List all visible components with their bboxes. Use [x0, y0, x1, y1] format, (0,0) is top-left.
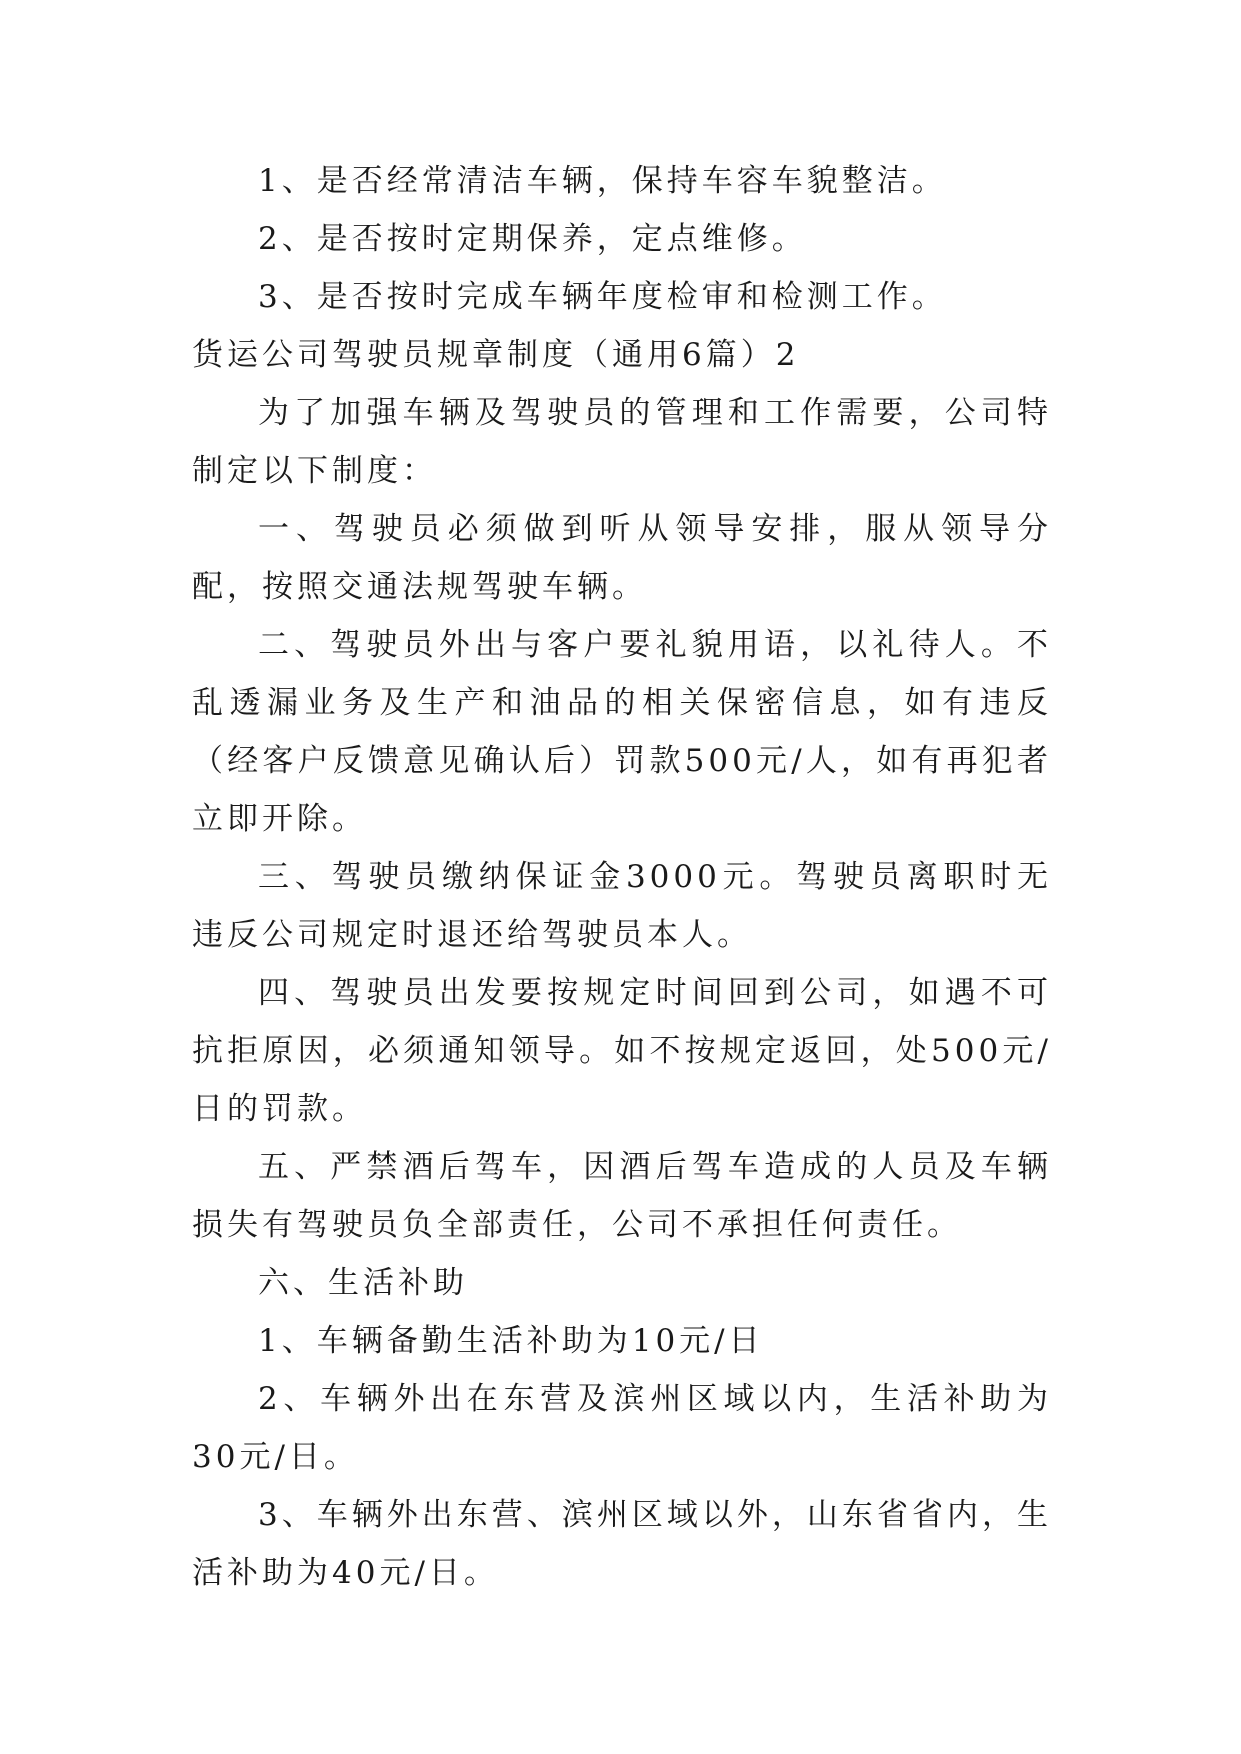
- paragraph-rule-3: 三、驾驶员缴纳保证金3000元。驾驶员离职时无违反公司规定时退还给驾驶员本人。: [192, 859, 1052, 953]
- paragraph-check-maintenance: 2、是否按时定期保养，定点维修。: [258, 221, 807, 257]
- paragraph-subsidy-2: 2、车辆外出在东营及滨州区域以内，生活补助为30元/日。: [192, 1381, 1052, 1475]
- paragraph-subsidy-1: 1、车辆备勤生活补助为10元/日: [258, 1323, 764, 1359]
- paragraph-rule-6-heading: 六、生活补助: [258, 1265, 468, 1301]
- paragraph-intro: 为了加强车辆及驾驶员的管理和工作需要，公司特制定以下制度：: [192, 395, 1052, 489]
- document-body: [192, 152, 1052, 1602]
- paragraph-rule-5: 五、严禁酒后驾车，因酒后驾车造成的人员及车辆损失有驾驶员负全部责任，公司不承担任何责任。: [192, 1149, 1052, 1243]
- paragraph-rule-4: 四、驾驶员出发要按规定时间回到公司，如遇不可抗拒原因，必须通知领导。如不按规定返回，处500元/日的罚款。: [192, 975, 1052, 1127]
- paragraph-subsidy-3: 3、车辆外出东营、滨州区域以外，山东省省内，生活补助为40元/日。: [192, 1497, 1052, 1591]
- section-heading: 货运公司驾驶员规章制度（通用6篇）2: [192, 337, 800, 373]
- paragraph-check-inspection: 3、是否按时完成车辆年度检审和检测工作。: [258, 279, 947, 315]
- paragraph-rule-1: 一、驾驶员必须做到听从领导安排，服从领导分配，按照交通法规驾驶车辆。: [192, 511, 1052, 605]
- paragraph-check-cleaning: 1、是否经常清洁车辆，保持车容车貌整洁。: [258, 163, 947, 199]
- paragraph-rule-2: 二、驾驶员外出与客户要礼貌用语，以礼待人。不乱透漏业务及生产和油品的相关保密信息，如有违反（经客户反馈意见确认后）罚款500元/人，如有再犯者立即开除。: [192, 627, 1052, 837]
